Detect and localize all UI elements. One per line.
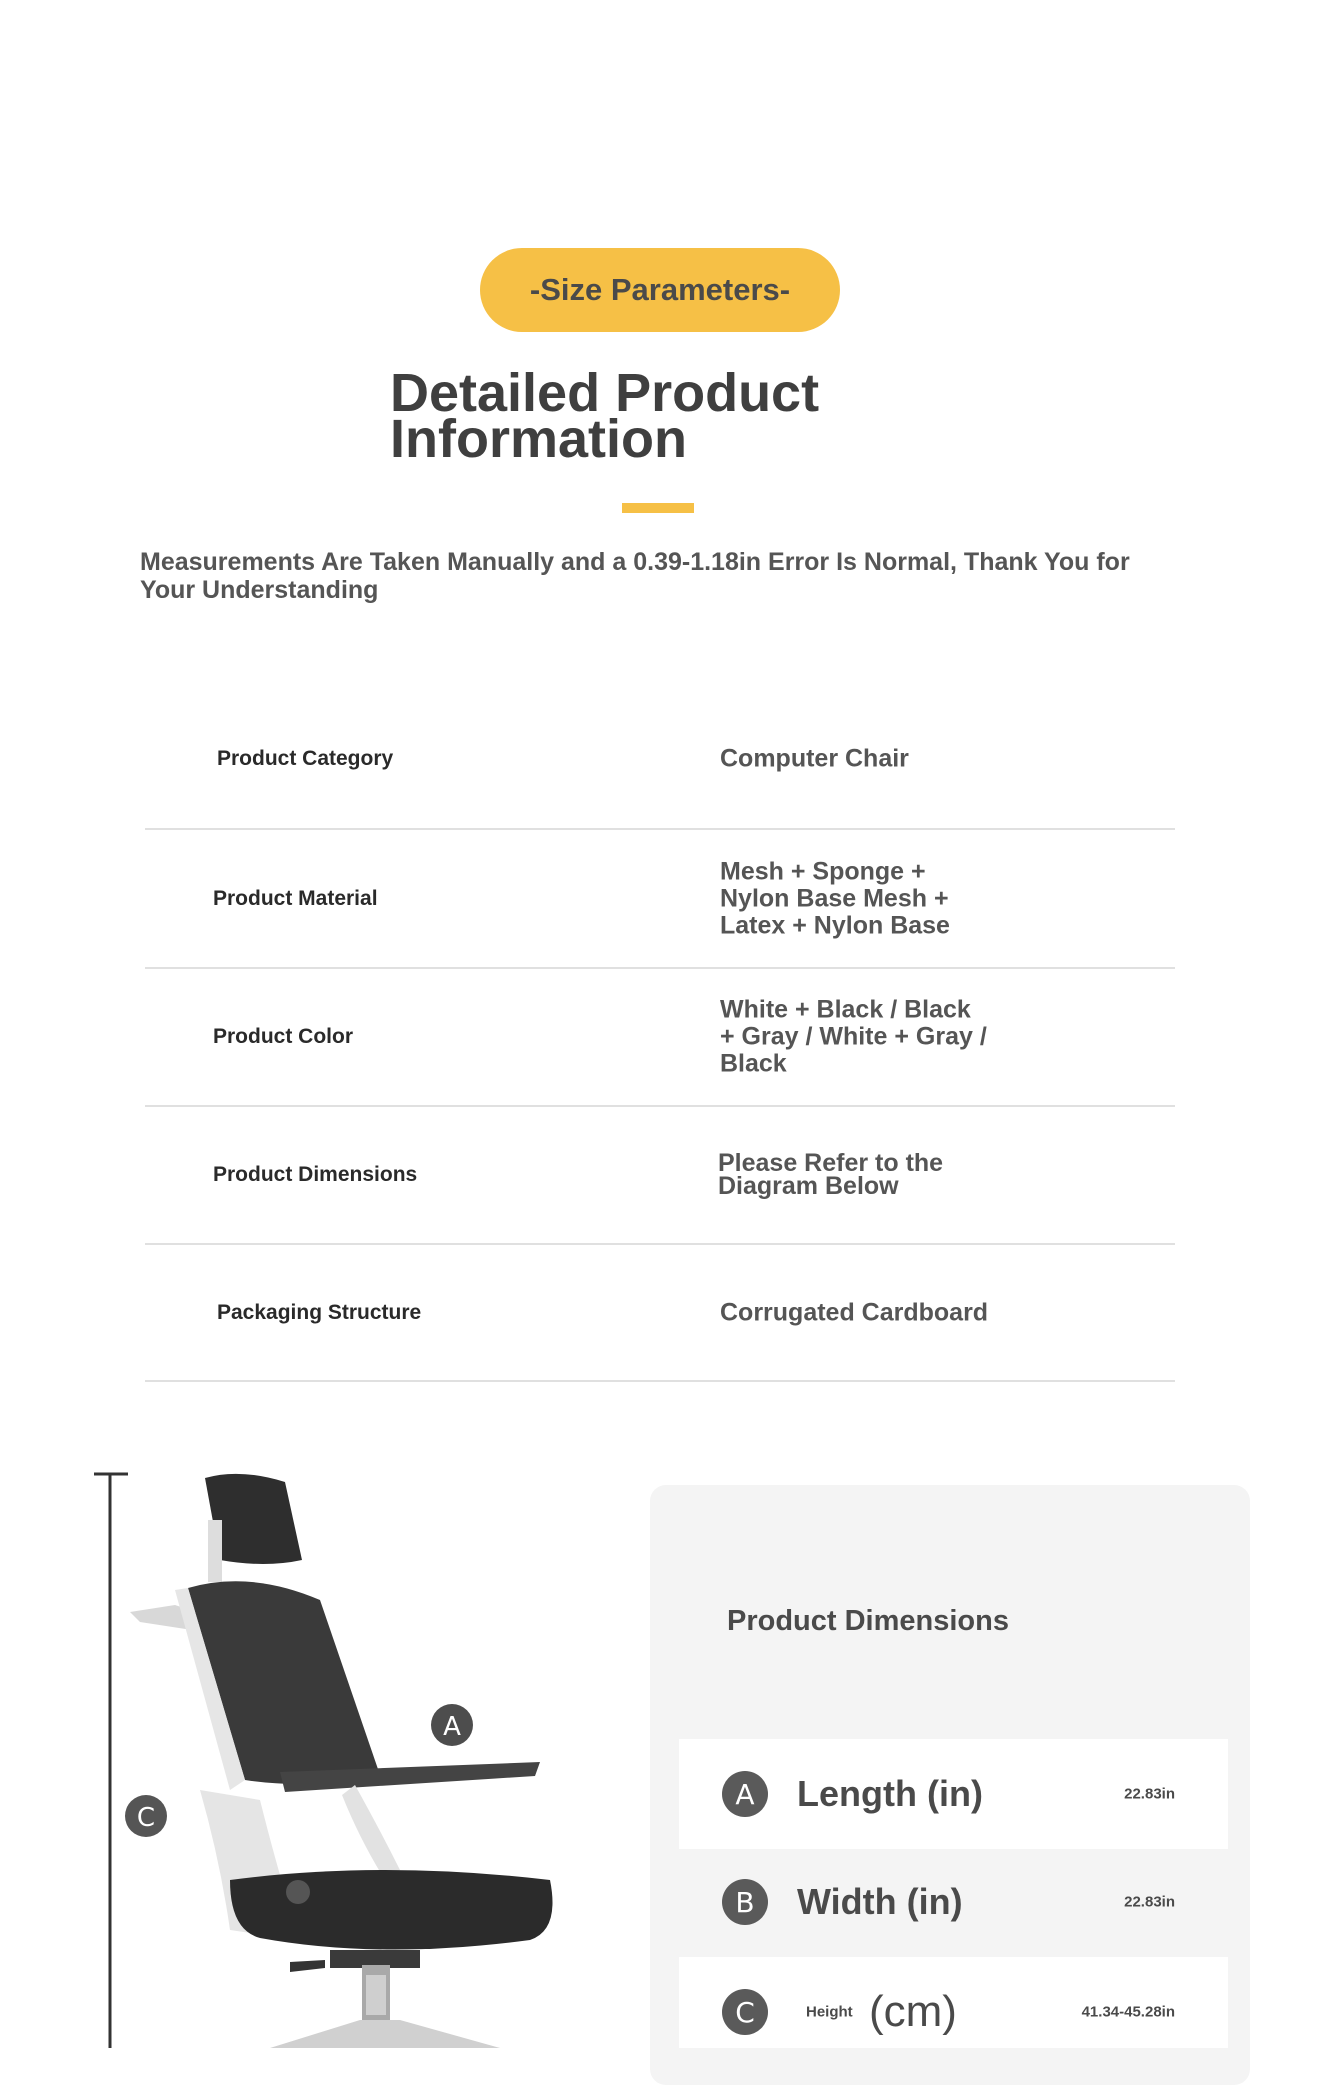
spec-label: Product Dimensions <box>213 1163 418 1186</box>
spec-label: Product Material <box>213 886 378 910</box>
spec-value: White + Black / Black + Gray / White + Gray / Black <box>720 995 987 1078</box>
dimension-row-width <box>679 1847 1228 1957</box>
spec-row-material <box>145 830 1175 969</box>
marker-a-label: A <box>443 1712 461 1742</box>
spec-row-color <box>145 969 1175 1107</box>
measurement-notice: Measurements Are Taken Manually and a 0.39-1.18in Error Is Normal, Thank You for Your Understanding <box>140 548 1130 604</box>
spec-label: Packaging Structure <box>217 1300 422 1324</box>
size-parameters-pill: -Size Parameters- <box>480 248 840 332</box>
title-underline <box>622 503 694 513</box>
spec-value: Please Refer to the Diagram Below <box>718 1149 944 1200</box>
dimensions-title: Product Dimensions <box>727 1605 1009 1637</box>
dimension-name: Width (in) <box>797 1881 963 1922</box>
dimension-unit: (cm) <box>869 1987 957 2036</box>
dimension-value: 22.83in <box>1124 1785 1175 1803</box>
chair-diagram <box>80 1460 600 2048</box>
spec-table <box>145 690 1175 1382</box>
page-title-line-1: Detailed Product <box>390 363 820 423</box>
spec-label: Product Color <box>213 1025 353 1048</box>
office-chair-image <box>80 1460 600 2048</box>
dimension-value: 41.34-45.28in <box>1081 2003 1175 2021</box>
spec-value: Mesh + Sponge + Nylon Base Mesh + Latex + Nylon Base <box>720 857 950 939</box>
badge-b: B <box>722 1879 768 1925</box>
page-title <box>390 363 950 469</box>
badge-c: C <box>722 1989 768 2035</box>
dimension-name: Length (in) <box>797 1773 983 1814</box>
spec-row-packaging <box>145 1245 1175 1382</box>
dimension-row-length <box>679 1739 1228 1849</box>
spec-value: Computer Chair <box>720 744 909 773</box>
marker-c-label: C <box>136 1803 156 1833</box>
spec-value: Corrugated Cardboard <box>720 1298 989 1326</box>
dimension-name: Height <box>806 2003 853 2021</box>
spec-row-dimensions <box>145 1107 1175 1245</box>
spec-row-category <box>145 690 1175 830</box>
page-title-line-2: Information <box>390 409 687 469</box>
spec-label: Product Category <box>217 747 394 770</box>
dimension-row-height <box>679 1957 1228 2048</box>
dimension-value: 22.83in <box>1124 1893 1175 1911</box>
badge-a: A <box>722 1771 768 1817</box>
